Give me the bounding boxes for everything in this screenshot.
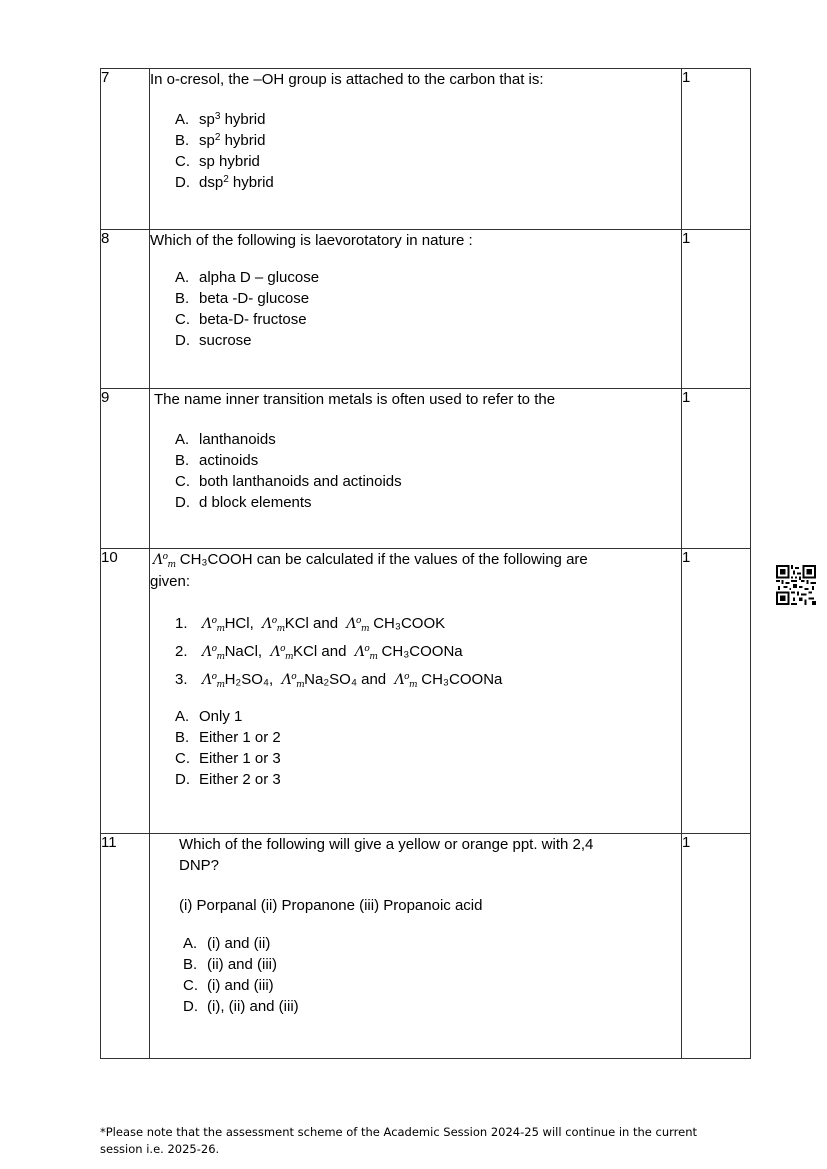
option-d: D. (i), (ii) and (iii) xyxy=(183,998,299,1015)
option-a: A. Only 1 xyxy=(175,708,243,725)
statement-2: 2. $\Lambda^o_mNaCl$, $\Lambda^o_mKCl$ and $\Lambda^o_m$ CH₃COONa xyxy=(175,643,463,662)
compound-list: (i) Porpanal (ii) Propanone (iii) Propanoic acid xyxy=(179,897,483,914)
option-c: C. both lanthanoids and actinoids xyxy=(175,473,402,490)
statement-list xyxy=(150,610,681,694)
option-b: B. actinoids xyxy=(175,452,259,469)
footnote-line-2: session i.e. 2025-26. xyxy=(100,1142,220,1156)
question-marks: 1 xyxy=(682,389,751,549)
option-c: C. beta-D- fructose xyxy=(175,311,307,328)
question-body xyxy=(150,69,682,230)
question-row-11 xyxy=(101,834,751,1059)
question-stem: $\Lambda^o_m$ CH₃COOH can be calculated if the values of the following are given: xyxy=(150,551,588,590)
question-marks: 1 xyxy=(682,69,751,230)
statement-3: 3. $\Lambda^o_mH_2SO_4$, $\Lambda^o_mNa_2SO_4$ and $\Lambda^o_m$ CH₃COONa xyxy=(175,671,503,690)
question-row-8 xyxy=(101,230,751,389)
question-number: 10 xyxy=(101,549,150,834)
question-number: 8 xyxy=(101,230,150,389)
option-d: D. Either 2 or 3 xyxy=(175,771,281,788)
option-b: B. beta -D- glucose xyxy=(175,290,310,307)
option-b: B. (ii) and (iii) xyxy=(183,956,278,973)
options-list xyxy=(150,429,681,513)
molar-conductivity-symbol: $\Lambda^o_m$ xyxy=(153,552,176,570)
option-b: B. Either 1 or 2 xyxy=(175,729,281,746)
options-list xyxy=(179,933,681,1017)
question-stem: The name inner transition metals is often used to refer to the xyxy=(154,391,556,408)
option-d: D. sucrose xyxy=(175,332,252,349)
question-body xyxy=(150,834,682,1059)
question-number: 11 xyxy=(101,834,150,1059)
question-marks: 1 xyxy=(682,549,751,834)
options-list xyxy=(150,267,681,351)
question-row-7 xyxy=(101,69,751,230)
option-c: C. (i) and (iii) xyxy=(183,977,274,994)
statement-1: 1. $\Lambda^o_mHCl$, $\Lambda^o_mKCl$ and $\Lambda^o_m$ CH₃COOK xyxy=(175,615,446,634)
question-stem: Which of the following is laevorotatory in nature : xyxy=(150,232,473,249)
option-a: A. lanthanoids xyxy=(175,431,276,448)
question-stem: In o-cresol, the –OH group is attached to the carbon that is: xyxy=(150,71,544,88)
question-marks: 1 xyxy=(682,230,751,389)
option-c: C. sp hybrid xyxy=(175,153,260,170)
question-body xyxy=(150,549,682,834)
question-row-10 xyxy=(101,549,751,834)
question-number: 7 xyxy=(101,69,150,230)
question-stem: Which of the following will give a yellow or orange ppt. with 2,4 DNP? xyxy=(179,836,594,874)
option-b: B. $sp^2$ hybrid xyxy=(175,132,266,149)
footnote-line-1: *Please note that the assessment scheme of the Academic Session 2024-25 will continue in the current xyxy=(100,1125,698,1139)
footnote xyxy=(100,1124,740,1158)
question-marks: 1 xyxy=(682,834,751,1059)
question-number: 9 xyxy=(101,389,150,549)
option-d: D. d block elements xyxy=(175,494,312,511)
question-row-9 xyxy=(101,389,751,549)
options-list xyxy=(150,109,681,193)
question-body xyxy=(150,230,682,389)
qr-code-icon xyxy=(776,565,816,605)
option-a: A. alpha D – glucose xyxy=(175,269,320,286)
option-c: C. Either 1 or 3 xyxy=(175,750,281,767)
option-a: A. $sp^3$ hybrid xyxy=(175,111,266,128)
option-a: A. (i) and (ii) xyxy=(183,935,271,952)
question-table xyxy=(100,68,751,1059)
options-list xyxy=(150,706,681,790)
option-d: D. dsp$^2$ hybrid xyxy=(175,174,274,191)
question-body xyxy=(150,389,682,549)
